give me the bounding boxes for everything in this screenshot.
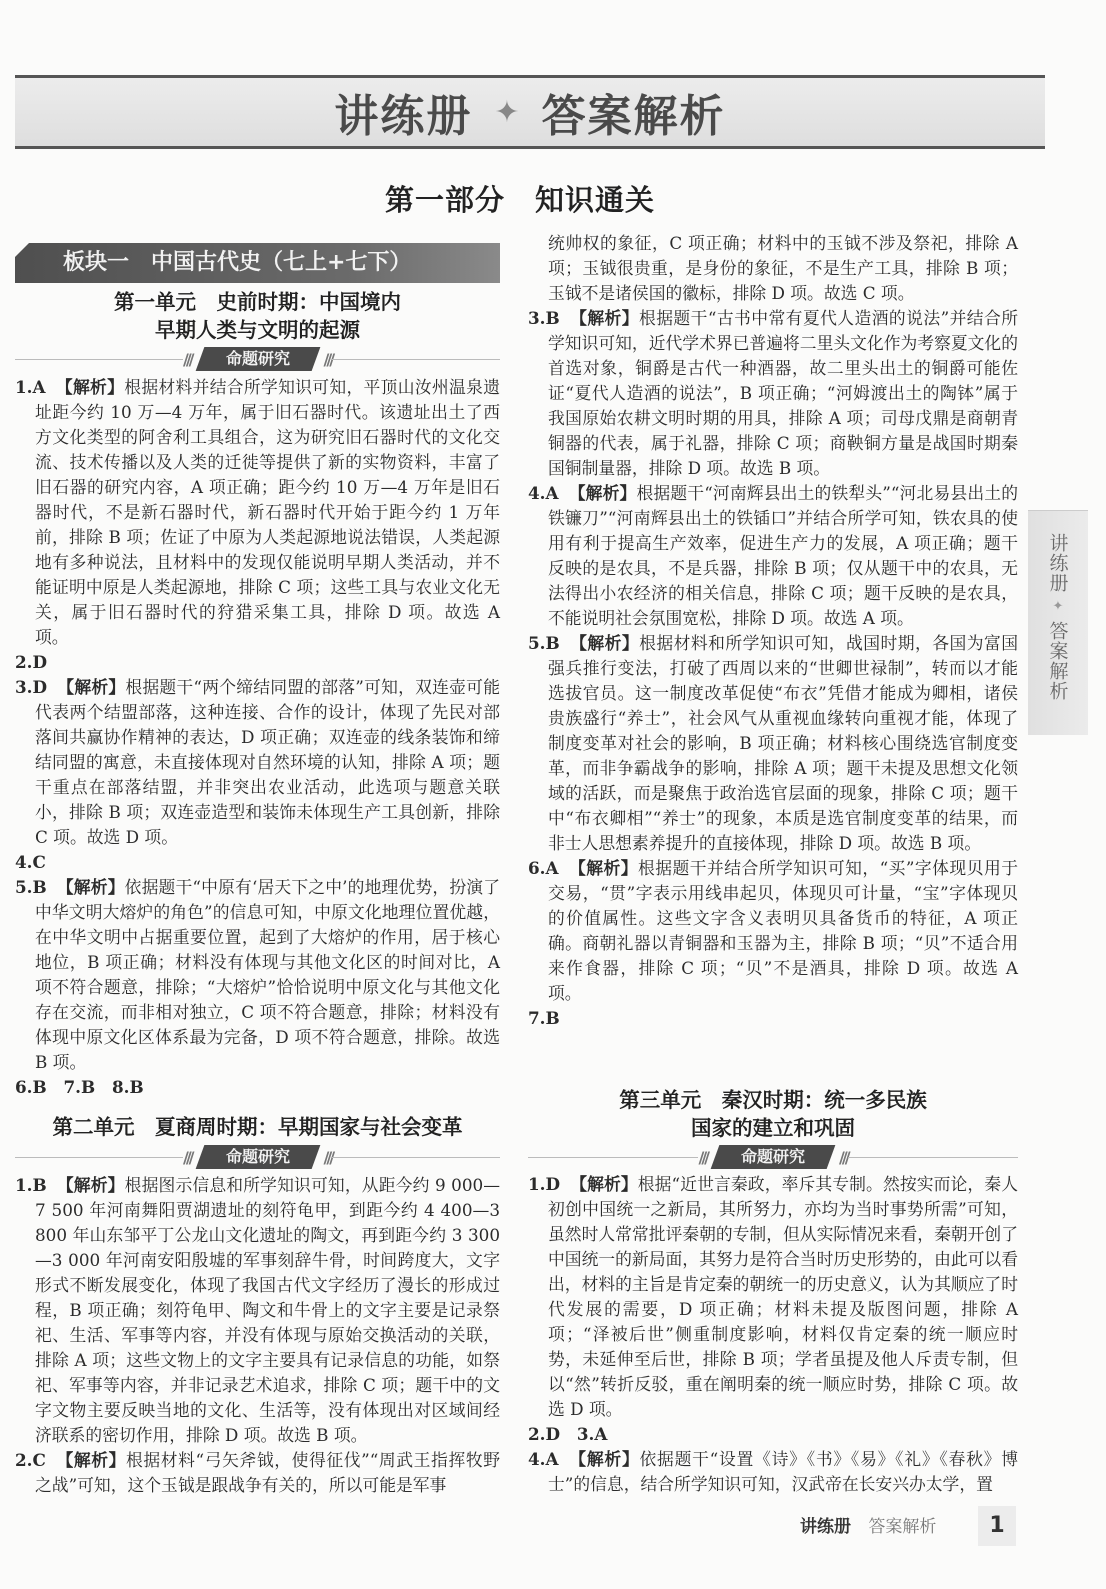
divider — [332, 359, 500, 360]
header-title-left: 讲练册 — [334, 91, 473, 142]
slash-decoration: /// — [698, 1147, 707, 1167]
answer-item: 3.D 【解析】根据题干“两个缔结同盟的部落”可知，双连壶可能代表两个结盟部落，这种连接、合作的设计，体现了先民对部落间共赢协作精神的表达，D 项正确；双连壶的线条装饰和缔结同盟的寓意，未直接体现对自然环境的认知，排除 A 项；题干重点在部落结盟，并非突出农业活动，此选项与题意关联小，排除 B 项；双连壶造型和装饰未体现生产工具创新，排除 C 项。故选 D 项。 — [15, 677, 500, 847]
answer-item: 1.B 【解析】根据图示信息和所学知识可知，从距今约 9 000—7 500 年河南舞阳贾湖遗址的刻符龟甲，到距今约 4 400—3 800 年山东邹平丁公龙山文化遗址的陶文，再到距今约 3 300—3 000 年河南安阳殷墟的军事刻辞牛骨，时间跨度大，文字形式不断发展变化，体现了我国古代文字经历了漫长的形成过程，B 项正确；刻符龟甲、陶文和牛骨上的文字主要是记录祭祀、生活、军事等内容，并没有体现与原始交换活动的关联，排除 A 项；这些文物上的文字主要具有记录信息的功能，如祭祀、军事等内容，并非记录艺术追求，排除 C 项；题干中的文字文物主要反映当地的文化、生活等，没有体现出对区域间经济联系的密切作用，排除 D 项。故选 B 项。 — [15, 1175, 500, 1445]
part-title: 第一部分 知识通关 — [384, 183, 655, 217]
unit3-title-line1: 第三单元 秦汉时期：统一多民族 — [619, 1088, 927, 1112]
unit2-section — [15, 1113, 500, 1498]
side-section-tab — [1028, 510, 1088, 735]
slash-decoration: /// — [182, 349, 192, 369]
star-icon: ✦ — [1050, 599, 1066, 615]
answer-item: 2.C 【解析】根据材料“弓矢斧钺，使得征伐”“周武王指挥牧野之战”可知，这个玉钺是跟战争有关的，所以可能是军事 — [15, 1450, 500, 1495]
slash-decoration: /// — [323, 1147, 333, 1167]
answer-item: 5.B 【解析】依据题干“中原有‘居天下之中’的地理优势，扮演了中华文明大熔炉的角色”的信息可知，中原文化地理位置优越，在中华文明中占据重要位置，起到了大熔炉的作用，居于核心地位，B 项正确；材料没有体现与其他文化区的时间对比，A 项不符合题意，排除；“大熔炉”恰恰说明中原文化与其他文化存在交流，而非相对独立，C 项不符合题意，排除；材料没有体现中原文化区体系最为完备，D 项不符合题意，排除。故选 B 项。 — [15, 877, 500, 1072]
answer-item: 3.B 【解析】根据题干“古书中常有夏代人造酒的说法”并结合所学知识可知，近代学术界已普遍将二里头文化作为考察夏文化的首选对象，铜爵是古代一种酒器，故二里头出土的铜爵可能佐证“夏代人造酒的说法”，B 项正确；“河姆渡出土的陶钵”属于我国原始农耕文明时期的用具，排除 A 项；司母戊鼎是商朝青铜器的代表，属于礼器，排除 C 项；商鞅铜方量是战国时期秦国铜制量器，排除 D 项。故选 B 项。 — [528, 308, 1018, 478]
section-tag-row — [528, 1145, 1018, 1169]
answer-continuation: 统帅权的象征，C 项正确；材料中的玉钺不涉及祭祀，排除 A 项；玉钺很贵重，是身份的象征，不是生产工具，排除 B 项；玉钺不是诸侯国的徽标，排除 D 项。故选 C 项。 — [548, 233, 1018, 303]
page-header-band — [15, 75, 1045, 149]
block-banner: 板块一 中国古代史（七上+七下） — [15, 243, 500, 283]
side-tab-label: 讲练册✦答案解析 — [1046, 533, 1069, 701]
answer-item: 6.B 7.B 8.B — [15, 1077, 144, 1097]
answer-item: 1.A 【解析】根据材料并结合所学知识可知，平顶山汝州温泉遗址距今约 10 万—4 万年，属于旧石器时代。该遗址出土了西方文化类型的阿舍利工具组合，这为研究旧石器时代的文化交流、技术传播以及人类的迁徙等提供了新的实物资料，丰富了旧石器的研究内容，A 项正确；距今约 10 万—4 万年是旧石器时代，不是新石器时代，新石器时代开始于距今约 1 万年前，排除 B 项；佐证了中原为人类起源地说法错误，人类起源地有多种说法，且材料中的发现仅能说明早期人类活动，并不能证明中原是人类起源地，排除 C 项；这些工具与农业文化无关，属于旧石器时代的狩猎采集工具，排除 D 项。故选 A 项。 — [15, 377, 500, 647]
section-tag-row — [15, 347, 500, 371]
divider — [15, 1157, 183, 1158]
section-tag: 命题研究 — [195, 347, 320, 371]
answer-item: 4.C — [15, 852, 46, 872]
unit1-title-line2: 早期人类与文明的起源 — [155, 318, 360, 342]
star-icon: ✦ — [494, 94, 520, 130]
footer-section: 答案解析 — [868, 1517, 937, 1537]
answer-item: 1.D 【解析】根据“近世言秦政，率斥其专制。然按实而论，秦人初创中国统一之新局，其所努力，亦均为当时事势所需”可知，虽然时人常常批评秦朝的专制，但从实际情况来看，秦朝开创了中国统一的新局面，其努力是符合当时历史形势的，由此可以看出，材料的主旨是肯定秦的朝统一的历史意义，认为其顺应了时代发展的需要，D 项正确；材料未提及版图问题，排除 A 项；“泽被后世”侧重制度影响，材料仅肯定秦的统一顺应时势，未延伸至后世，排除 B 项；学者虽提及他人斥责专制，但以“然”转折反驳，重在阐明秦的统一顺应时势，排除 C 项。故选 D 项。 — [528, 1174, 1018, 1419]
divider — [332, 1157, 500, 1158]
answer-item: 7.B — [528, 1008, 560, 1028]
answer-item: 6.A 【解析】根据题干并结合所学知识可知，“买”字体现贝用于交易，“贯”字表示用线串起贝，体现贝可计量，“宝”字体现贝的价值属性。这些文字含义表明贝具备货币的特征，A 项正确。商朝礼器以青铜器和玉器为主，排除 B 项；“贝”不适合用来作食器，排除 C 项；“贝”不是酒具，排除 D 项。故选 A 项。 — [528, 858, 1018, 1003]
answer-item: 4.A 【解析】依据题干“设置《诗》《书》《易》《礼》《春秋》博士”的信息，结合所学知识可知，汉武帝在长安兴办太学，置 — [528, 1449, 1018, 1494]
section-tag: 命题研究 — [195, 1145, 320, 1169]
divider — [528, 1157, 698, 1158]
header-title-right: 答案解析 — [541, 91, 726, 142]
answer-item: 2.D 3.A — [528, 1424, 608, 1444]
unit1-title-line1: 第一单元 史前时期：中国境内 — [114, 290, 401, 314]
slash-decoration: /// — [323, 349, 333, 369]
section-tag: 命题研究 — [711, 1145, 836, 1169]
divider — [848, 1157, 1018, 1158]
page-footer — [800, 1512, 936, 1537]
unit3-title-line2: 国家的建立和巩固 — [691, 1116, 855, 1140]
answer-item: 4.A 【解析】根据题干“河南辉县出土的铁犁头”“河北易县出土的铁镰刀”“河南辉县出土的铁锸口”并结合所学可知，铁农具的使用有利于提高生产效率，促进生产力的发展，A 项正确；题干反映的是农具，不是兵器，排除 B 项；仅从题干中的农具，无法得出小农经济的相关信息，排除 C 项；题干反映的是农具，不能说明社会氛围宽松，排除 D 项。故选 A 项。 — [528, 483, 1018, 628]
divider — [15, 359, 183, 360]
unit3-section — [528, 1086, 1018, 1497]
unit1-section — [15, 288, 500, 1100]
footer-book: 讲练册 — [800, 1517, 851, 1537]
page-number: 1 — [978, 1506, 1016, 1546]
unit2-title: 第二单元 夏商周时期：早期国家与社会变革 — [52, 1115, 463, 1139]
unit2-section-continued — [528, 231, 1018, 1031]
section-tag-row — [15, 1145, 500, 1169]
answer-item: 5.B 【解析】根据材料和所学知识可知，战国时期，各国为富国强兵推行变法，打破了西周以来的“世卿世禄制”，转而以才能选拔官员。这一制度改革促使“布衣”凭借才能成为卿相，诸侯贵族盛行“养士”，社会风气从重视血缘转向重视才能，体现了制度变革对社会的影响，B 项正确；材料核心围绕选官制度变革，而非争霸战争的影响，排除 A 项；题干未提及思想文化领域的活跃，而是聚焦于政治选官层面的现象，排除 C 项；题干中“布衣卿相”“养士”的现象，本质是选官制度变革的结果，而非士人思想素养提升的直接体现，排除 D 项。故选 B 项。 — [528, 633, 1018, 853]
slash-decoration: /// — [839, 1147, 848, 1167]
slash-decoration: /// — [182, 1147, 192, 1167]
answer-item: 2.D — [15, 652, 48, 672]
